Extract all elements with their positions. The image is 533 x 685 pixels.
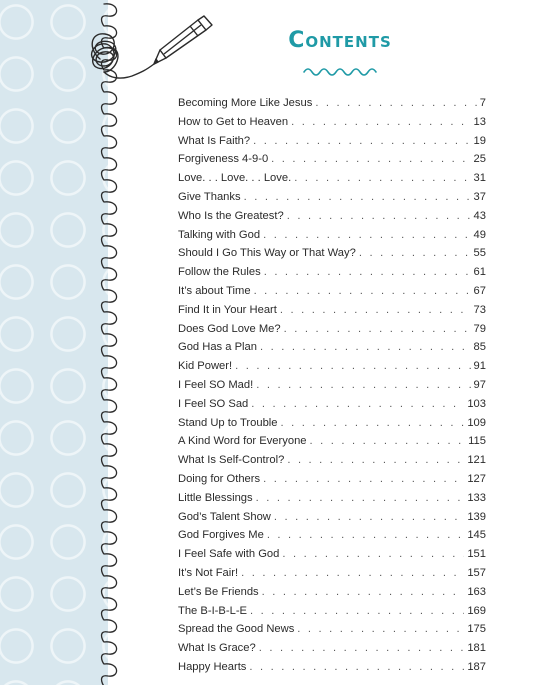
toc-entry-title: I Feel Safe with God (178, 548, 280, 561)
toc-entry-page: 37 (473, 190, 486, 203)
toc-entry-title: Becoming More Like Jesus (178, 97, 313, 109)
dot-leader (262, 586, 465, 598)
toc-entry-page: 175 (467, 623, 486, 636)
toc-entry-title: Spread the Good News (178, 623, 295, 636)
toc-entry-page: 169 (467, 604, 486, 617)
toc-entry-page: 25 (473, 153, 486, 166)
toc-entry[interactable] (178, 116, 486, 135)
page-title: Contents (288, 28, 392, 53)
toc-entry-page: 19 (473, 134, 486, 147)
toc-entry-page: 163 (467, 585, 486, 598)
toc-entry[interactable] (178, 379, 486, 398)
scribble-icon (80, 14, 220, 89)
toc-entry-page: 67 (473, 284, 486, 297)
toc-entry-page: 133 (467, 491, 486, 504)
dot-leader (256, 379, 470, 391)
toc-entry-page: 91 (473, 360, 486, 373)
dot-leader (260, 341, 471, 353)
toc-entry[interactable] (178, 586, 486, 605)
toc-entry-page: 43 (473, 209, 486, 222)
toc-entry-title: God Forgives Me (178, 529, 264, 542)
toc-entry-title: How to Get to Heaven (178, 115, 289, 128)
toc-entry[interactable] (178, 454, 486, 473)
dot-leader (254, 285, 471, 297)
toc-entry[interactable] (178, 398, 486, 417)
pencil-icon (154, 16, 212, 64)
toc-entry-title: Give Thanks (178, 190, 241, 203)
dot-leader (241, 567, 464, 579)
dot-leader (263, 473, 464, 485)
toc-entry-page: 97 (473, 378, 486, 391)
spiral-binding (80, 0, 140, 685)
dot-leader (249, 661, 464, 673)
toc-entry[interactable] (178, 191, 486, 210)
dot-leader (291, 116, 470, 128)
toc-entry-title: It’s Not Fair! (178, 566, 239, 579)
toc-entry[interactable] (178, 360, 486, 379)
toc-entry[interactable] (178, 229, 486, 248)
toc-entry-title: God Has a Plan (178, 341, 257, 354)
toc-entry-page: 31 (473, 172, 486, 185)
toc-entry[interactable] (178, 135, 486, 154)
toc-entry[interactable] (178, 435, 486, 454)
toc-entry-page: 115 (468, 435, 486, 448)
toc-entry-title: What Is Self-Control? (178, 454, 285, 467)
dot-leader (297, 623, 464, 635)
toc-entry[interactable] (178, 548, 486, 567)
toc-entry-title: What Is Grace? (178, 642, 256, 655)
toc-entry[interactable] (178, 97, 486, 116)
toc-entry-title: Does God Love Me? (178, 322, 281, 335)
dot-leader (235, 360, 470, 372)
toc-entry[interactable] (178, 567, 486, 586)
toc-entry-title: Doing for Others (178, 472, 261, 485)
dot-leader (264, 266, 471, 278)
toc-entry-title: Forgiveness 4-9-0 (178, 153, 269, 166)
toc-entry-title: Follow the Rules (178, 266, 261, 279)
toc-entry-title: God’s Talent Show (178, 510, 271, 523)
toc-entry-title: Little Blessings (178, 491, 253, 504)
toc-entry-page: 181 (467, 642, 486, 655)
toc-entry[interactable] (178, 247, 486, 266)
toc-entry[interactable] (178, 623, 486, 642)
toc-entry[interactable] (178, 304, 486, 323)
toc-entry-page: 157 (467, 566, 486, 579)
toc-entry[interactable] (178, 172, 486, 191)
toc-entry[interactable] (178, 661, 486, 680)
toc-entry-page: 73 (473, 303, 486, 316)
toc-entry-page: 127 (467, 472, 486, 485)
toc-entry-title: Let’s Be Friends (178, 585, 259, 598)
toc-entry[interactable] (178, 153, 486, 172)
toc-entry[interactable] (178, 210, 486, 229)
dot-leader (287, 210, 471, 222)
toc-entry-page: 187 (467, 660, 486, 673)
toc-entry-title: Talking with God (178, 228, 261, 241)
dot-leader (256, 492, 465, 504)
toc-entry-page: 79 (473, 322, 486, 335)
dot-leader (282, 548, 464, 560)
toc-entry-title: Should I Go This Way or That Way? (178, 247, 356, 260)
dot-leader (359, 247, 471, 259)
toc-entry-title: Stand Up to Trouble (178, 416, 278, 429)
toc-entry-page: 121 (467, 454, 486, 467)
toc-entry-page: 55 (473, 247, 486, 260)
dot-leader (250, 605, 464, 617)
toc-entry-page: 49 (473, 228, 486, 241)
dot-leader (253, 135, 470, 147)
toc-entry[interactable] (178, 511, 486, 530)
toc-entry-title: Kid Power! (178, 360, 233, 373)
toc-entry-title: I Feel SO Mad! (178, 378, 254, 391)
dot-leader (315, 97, 476, 109)
toc-entry-title: I Feel SO Sad (178, 397, 249, 410)
dot-leader (263, 229, 470, 241)
toc-entry-page: 85 (473, 341, 486, 354)
toc-entry[interactable] (178, 341, 486, 360)
dot-leader (251, 398, 464, 410)
toc-entry-title: Find It in Your Heart (178, 303, 277, 316)
toc-entry-page: 151 (467, 548, 486, 561)
toc-entry-page: 61 (473, 266, 486, 279)
table-of-contents (178, 97, 486, 680)
dot-leader (310, 435, 466, 447)
toc-entry-page: 109 (467, 416, 486, 429)
dot-leader (287, 454, 464, 466)
toc-entry[interactable] (178, 492, 486, 511)
dot-leader (280, 304, 471, 316)
toc-entry[interactable] (178, 529, 486, 548)
dot-leader (259, 642, 465, 654)
dot-leader (281, 417, 465, 429)
toc-entry-title: The B-I-B-L-E (178, 604, 248, 617)
toc-entry[interactable] (178, 642, 486, 661)
toc-entry[interactable] (178, 323, 486, 342)
toc-entry-title: Happy Hearts (178, 660, 247, 673)
dot-leader (244, 191, 471, 203)
dot-leader (271, 153, 470, 165)
toc-entry-title: Who Is the Greatest? (178, 209, 284, 222)
toc-entry[interactable] (178, 266, 486, 285)
toc-entry-page: 145 (467, 529, 486, 542)
dot-leader (274, 511, 464, 523)
toc-entry-page: 139 (467, 510, 486, 523)
wave-flourish-icon (300, 64, 380, 78)
toc-entry-title: A Kind Word for Everyone (178, 435, 307, 448)
toc-entry[interactable] (178, 473, 486, 492)
toc-entry-title: Love. . . Love. . . Love. (178, 172, 292, 185)
dot-leader (284, 323, 471, 335)
toc-entry[interactable] (178, 285, 486, 304)
toc-entry[interactable] (178, 605, 486, 624)
toc-entry-page: 13 (473, 115, 486, 128)
toc-entry-page: 7 (479, 97, 486, 109)
toc-entry-title: What Is Faith? (178, 134, 251, 147)
toc-entry-page: 103 (467, 397, 486, 410)
toc-entry[interactable] (178, 417, 486, 436)
toc-entry-title: It’s about Time (178, 284, 251, 297)
dot-leader (267, 529, 465, 541)
dot-leader (294, 172, 470, 184)
